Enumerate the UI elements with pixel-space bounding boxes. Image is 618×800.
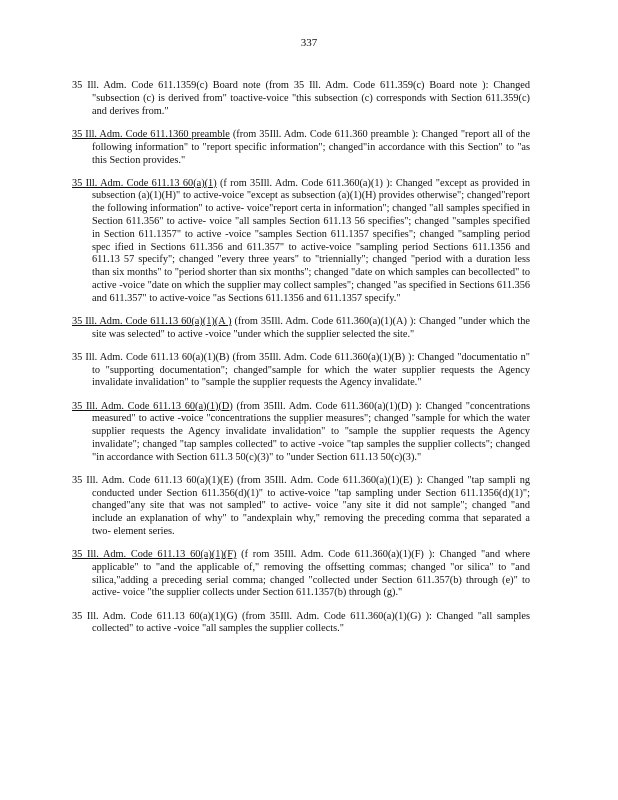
amendment-notes-list	[72, 70, 530, 645]
note-text: (from 35Ill. Adm. Code 611.360(a)(1)(G) ): Changed "all samples collected" to active -voice "all samples the supplier collects."	[92, 610, 530, 635]
note-text: (f rom 35Ill. Adm. Code 611.360(a)(1) ): Changed "except as provided in subsection (a)(1)(H)" to active-voice "except as subsection (a)(1)(H) provides otherwise"; changed"report the following information" to active- voice"report certa in information"; changed "all samples specified in Section 611.356" to active- voice "all samples Section 611.13 56 specifies"; changed "samples specified in Section 611.1357" to active -voice "samples Section 611.1357 specifies"; changed "sampling period spec ified in Sections 611.356 and 611.357" to active-voice "sampling period Sections 611.1356 and 611.13 57 specify"; changed "every three years" to "triennially"; changed "period with a duration less than six months" to "period shorter than six months"; changed "date on which samples can becollected" to active -voice "date on which the supplier may collect samples"; changed "as specified in Sections 611.356 and 611.357" to active-voice "as Sections 611.1356 and 611.1357 specify."	[92, 177, 530, 304]
note-text: (from 35Ill. Adm. Code 611.360 preamble ): Changed "report all of the following information" to "report specific information"; changed"in accordance with this Section" to "as this Section provides."	[92, 128, 531, 166]
code-citation: 35 Ill. Adm. Code 611.13 60(a)(1)(E)	[72, 474, 234, 486]
note-entry	[72, 80, 530, 118]
note-entry	[72, 178, 530, 306]
code-citation: 35 Ill. Adm. Code 611.13 60(a)(1)(A )	[72, 315, 232, 327]
code-citation: 35 Ill. Adm. Code 611.13 60(a)(1)(G)	[72, 610, 238, 622]
code-citation: 35 Ill. Adm. Code 611.13 60(a)(1)(F)	[72, 549, 237, 561]
note-entry	[72, 316, 530, 342]
code-citation: 35 Ill. Adm. Code 611.13 60(a)(1)(D)	[72, 400, 233, 412]
code-citation: 35 Ill. Adm. Code 611.13 60(a)(1)(B)	[72, 351, 230, 363]
note-entry	[72, 549, 530, 600]
code-citation: 35 Ill. Adm. Code 611.1360 preamble	[72, 128, 230, 140]
note-text: Changed "subsection (c) is derived from" toactive-voice "this subsection (c) corresponds with Section 611.359(c) and derives from."	[92, 80, 530, 117]
note-text: (f rom 35Ill. Adm. Code 611.360(a)(1)(F) ): Changed "and where applicable" to "and the applicable of," removing the offsetting commas; changed "or silica" to "and silica,"adding a preceding serial comma; changed "collected under Section 611.357(b) through (e)" to active- voice "the supplier collects under Section 611.1357(b) through (g)."	[92, 549, 531, 599]
code-citation: 35 Ill. Adm. Code 611.1359(c) Board note (from 35 Ill. Adm. Code 611.359(c) Board note ):	[72, 80, 489, 92]
note-entry	[72, 129, 530, 167]
code-citation: 35 Ill. Adm. Code 611.13 60(a)(1)	[72, 177, 217, 189]
page-number: 337	[300, 37, 318, 49]
note-text: (from 35Ill. Adm. Code 611.360(a)(1)(B) ): Changed "documentatio n" to "supporting documentation"; changed"sample for which the water supplier requests the Agency invalidate invalidation" to "sample the supplier requests the Agency invalidate."	[92, 351, 530, 389]
note-text: (from 35Ill. Adm. Code 611.360(a)(1)(D) ): Changed "concentrations measured" to active -voice "concentrations the supplier measures"; changed "sample for which the water supplier requests the Agency invalidate invalidation" to "sample the supplier requests the Agency invalidate"; changed "tap samples collected" to active -voice "tap samples the supplier collects"; changed "in accordance with Section 611.3 50(c)(3)" to "under Section 611.13 50(c)(3)."	[92, 400, 530, 463]
note-entry	[72, 475, 530, 539]
note-entry	[72, 352, 530, 390]
note-text: (from 35Ill. Adm. Code 611.360(a)(1)(E) ): Changed "tap sampli ng conducted under Section 611.356(d)(1)" to active-voice "tap sampling under Section 611.1356(d)(1)"; changed"any site that was not sampled" to active- voice "any site it did not sample"; changed "and include an explanation of why" to "andexplain why," removing the preceding comma that separated a two- element series.	[92, 474, 531, 537]
note-text: (from 35Ill. Adm. Code 611.360(a)(1)(A) ): Changed "under which the site was selected" to active -voice "under which the supplier selected the site."	[92, 315, 530, 340]
note-entry	[72, 401, 530, 465]
note-entry	[72, 611, 530, 637]
